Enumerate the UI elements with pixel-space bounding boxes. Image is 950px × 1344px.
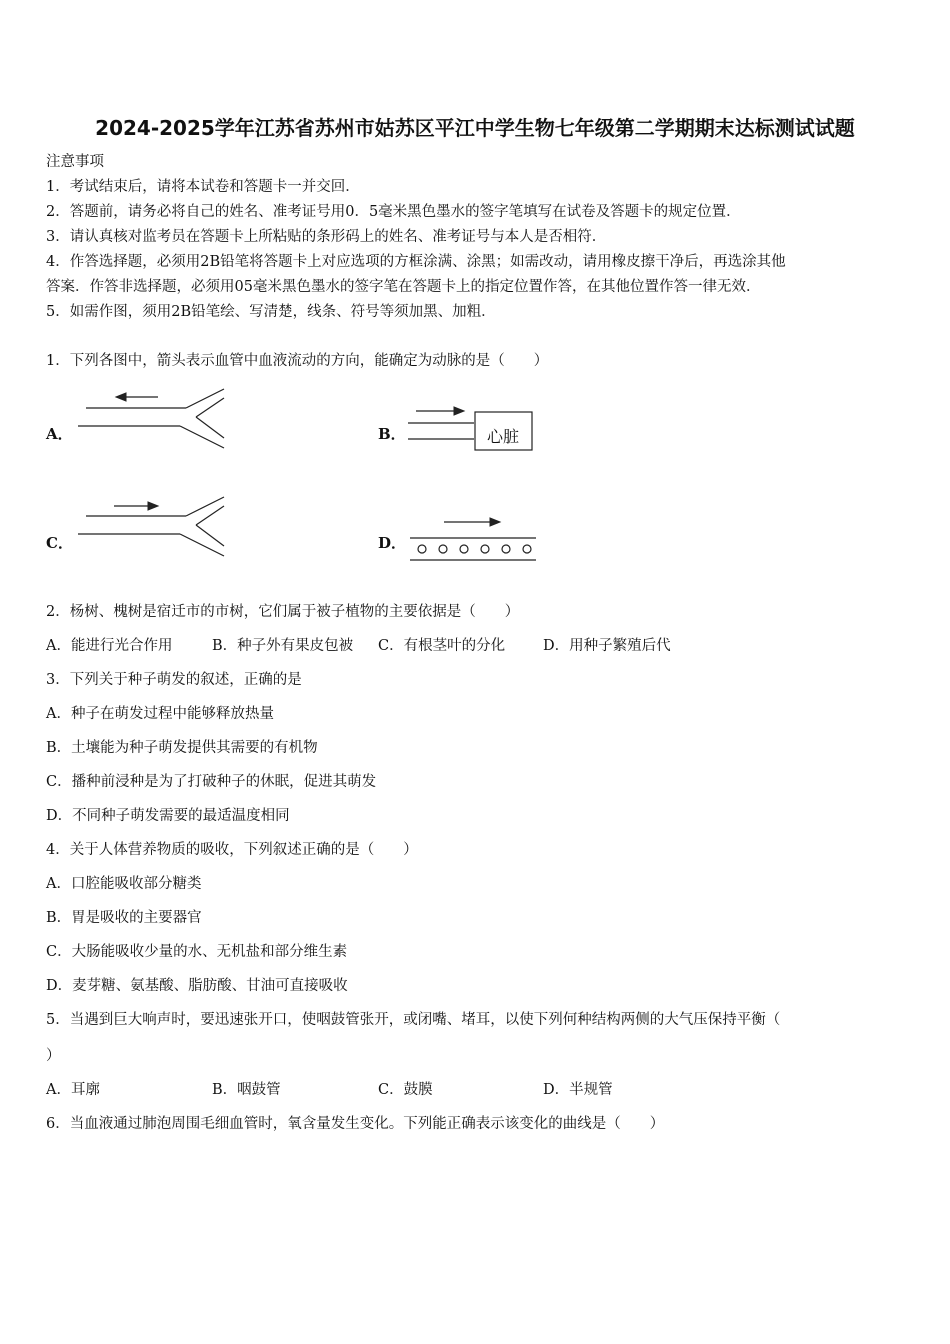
notice-item-3: 3．请认真核对监考员在答题卡上所粘贴的条形码上的姓名、准考证号与本人是否相符． [46, 229, 607, 245]
q3-option-a: A．种子在萌发过程中能够释放热量 [46, 706, 274, 722]
q3-option-d: D．不同种子萌发需要的最适温度相同 [46, 808, 290, 824]
q4-option-d: D．麦芽糖、氨基酸、脂肪酸、甘油可直接吸收 [46, 978, 348, 994]
q1-diagram-d [408, 512, 543, 562]
notice-heading: 注意事项 [46, 154, 104, 170]
q1-heart-label: 心脏 [487, 427, 520, 446]
q5-option-b: B．咽鼓管 [212, 1082, 281, 1098]
notice-item-4-cont: 答案．作答非选择题，必须用05毫米黑色墨水的签字笔在答题卡上的指定位置作答，在其他位置作答一律无效． [46, 279, 761, 295]
q5-option-c: C．鼓膜 [378, 1082, 433, 1098]
q1-label-c: C． [46, 534, 73, 552]
q2-option-b: B．种子外有果皮包被 [212, 638, 354, 654]
notice-item-2: 2．答题前，请务必将自己的姓名、准考证号用0．5毫米黑色墨水的签字笔填写在试卷及答题卡的规定位置． [46, 204, 741, 220]
q5-stem: 5．当遇到巨大响声时，要迅速张开口，使咽鼓管张开，或闭嘴、堵耳，以使下列何种结构两侧的大气压保持平衡（ [46, 1012, 781, 1028]
notice-item-4: 4．作答选择题，必须用2B铅笔将答题卡上对应选项的方框涂满、涂黑；如需改动，请用橡皮擦干净后，再选涂其他 [46, 254, 786, 270]
q2-option-c: C．有根茎叶的分化 [378, 638, 506, 654]
q5-option-a: A．耳廓 [46, 1082, 100, 1098]
q3-option-c: C．播种前浸种是为了打破种子的休眠，促进其萌发 [46, 774, 377, 790]
notice-item-1: 1．考试结束后，请将本试卷和答题卡一并交回． [46, 179, 360, 195]
q3-stem: 3．下列关于种子萌发的叙述，正确的是 [46, 672, 302, 688]
q4-option-a: A．口腔能吸收部分糖类 [46, 876, 202, 892]
q1-diagram-c [76, 494, 236, 564]
q2-option-a: A．能进行光合作用 [46, 638, 173, 654]
q6-stem: 6．当血液通过肺泡周围毛细血管时，氧含量发生变化。下列能正确表示该变化的曲线是（ ） [46, 1116, 665, 1132]
q1-label-b: B． [378, 425, 406, 443]
q4-stem: 4．关于人体营养物质的吸收，下列叙述正确的是（ ） [46, 842, 418, 858]
page-title: 2024-2025学年江苏省苏州市姑苏区平江中学生物七年级第二学期期末达标测试试题 [95, 116, 855, 140]
q3-option-b: B．土壤能为种子萌发提供其需要的有机物 [46, 740, 318, 756]
q1-label-a: A． [46, 425, 73, 443]
q1-diagram-a [76, 386, 236, 456]
q4-option-c: C．大肠能吸收少量的水、无机盐和部分维生素 [46, 944, 348, 960]
q1-stem: 1．下列各图中，箭头表示血管中血液流动的方向，能确定为动脉的是（ ） [46, 353, 549, 369]
q5-option-d: D．半规管 [543, 1082, 613, 1098]
notice-item-5: 5．如需作图，须用2B铅笔绘、写清楚，线条、符号等须加黑、加粗． [46, 304, 496, 320]
q4-option-b: B．胃是吸收的主要器官 [46, 910, 202, 926]
q2-option-d: D．用种子繁殖后代 [543, 638, 671, 654]
q5-stem-cont: ） [46, 1048, 61, 1064]
q1-label-d: D． [378, 534, 407, 552]
q2-stem: 2．杨树、槐树是宿迁市的市树，它们属于被子植物的主要依据是（ ） [46, 604, 520, 620]
